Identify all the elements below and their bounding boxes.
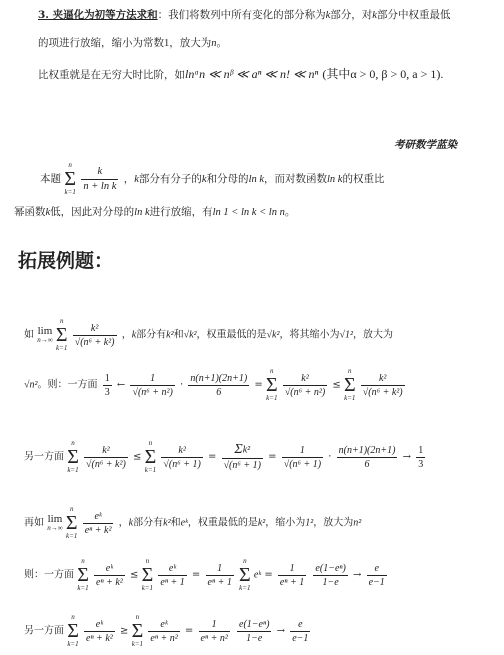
sum-symbol: n Σ k=1: [64, 161, 76, 196]
lim-symbol: lim n→∞: [37, 325, 53, 344]
ex2-line: 再如 lim n→∞ n Σ k=1 $\frac{\text{eᵏ}}{\text{eⁿ + k²}}$ ，k部分有k²和eᵏ，权重最低的是k²，缩小为1²，放大为n²: [24, 505, 362, 540]
brand-watermark: 考研数学蓝染: [394, 139, 457, 151]
problem-line2: 幂函数k低，因此对分母的ln k进行放缩，有ln 1 < ln k < ln n。: [14, 206, 296, 218]
ex1-line2: √n²。则：一方面 $\frac{1}{3}$ ← $\frac{1}{\text{√(n⁶ + n²)}}$ · $\frac{n(n+1)(2n+1)}{6}$ = n Σ k=1 $\frac{\text{k²}}{\text{√(n⁶ + n²)}}$ ≤ n Σ k=1 $\frac{\text{k²}}{\text{√(n⁶ + k²)}}$: [24, 367, 403, 402]
problem-line1: 本题 n Σ k=1 $\frac{k}{\text{n + ln k}}$ ，k部分有分子的k和分母的ln k，而对数函数ln k的权重比: [40, 161, 385, 196]
section3-line1: 3. 夹逼化为初等方法求和：我们将数列中所有变化的部分称为k部分，对k部分中权重最低: [38, 9, 451, 21]
section3-line3: 比权重就是在无穷大时比阶，如lnᵅn ≪ nᵝ ≪ aⁿ ≪ n! ≪ nⁿ (其中α > 0, β > 0, a > 1).: [38, 67, 444, 81]
section3-heading: 3. 夹逼化为初等方法求和: [38, 9, 158, 21]
section3-line2: 的项进行放缩，缩小为常数1，放大为n。: [38, 37, 227, 49]
problem-fraction: $\frac{k}{\text{n + ln k}}$: [83, 165, 117, 192]
ex2c-line: 另一方面 n Σ k=1 $\frac{\text{eᵏ}}{\text{eⁿ + k²}}$ ≥ n Σ k=1 $\frac{\text{eᵏ}}{\text{eⁿ + n²}}$ = $\frac{1}{\text{eⁿ + n²}}$ $\frac{\text{e(1−eⁿ)}}{1-e}$ → $\frac{e}{e-1}$: [24, 613, 309, 648]
ex1b-line: 另一方面 n Σ k=1 $\frac{\text{k²}}{\text{√(n⁶ + k²)}}$ ≤ n Σ k=1 $\frac{\text{k²}}{\text{√(n⁶ + 1)}}$ = Σ k² √(n⁶ + 1) = $\frac{1}{\text{√(n⁶ + 1)}}$ · $\frac{n(n+1)(2n+1)}{6}$ → $\frac{1}{3}$: [24, 439, 424, 474]
ex1-line1: 如 lim n→∞ n Σ k=1 $\frac{\text{k²}}{\text{√(n⁶ + k²)}}$ ，k部分有k²和√k²，权重最低的是√k²，将其缩小为√1²，放大为: [24, 317, 393, 352]
ex2b-line: 则：一方面 n Σ k=1 $\frac{\text{eᵏ}}{\text{eⁿ + k²}}$ ≤ n Σ k=1 $\frac{\text{eᵏ}}{\text{eⁿ + 1}}$ = $\frac{1}{\text{eⁿ + 1}}$ n Σ k=1 eᵏ = $\frac{1}{\text{eⁿ + 1}}$ $\frac{\text{e(1−eⁿ)}}{1-e}$ → $\frac{e}{e-1}$: [24, 557, 385, 592]
section-title: 拓展例题：: [18, 250, 114, 272]
